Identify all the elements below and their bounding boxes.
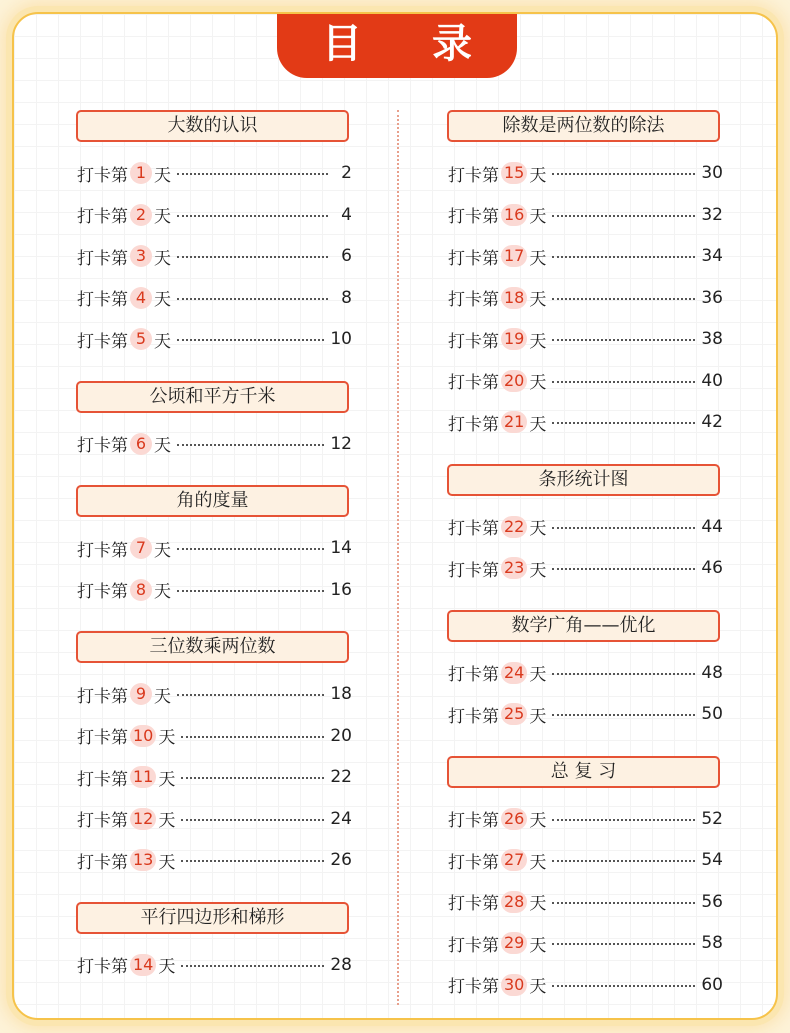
entry-suffix: 天 (529, 977, 547, 997)
entry-prefix: 打卡第 (448, 811, 499, 831)
page-number: 28 (330, 954, 352, 975)
entry-prefix: 打卡第 (77, 331, 128, 352)
entry-prefix: 打卡第 (77, 686, 128, 707)
day-number-badge: 17 (501, 245, 527, 267)
day-number-badge: 9 (130, 683, 152, 705)
toc-entry[interactable] (77, 806, 352, 832)
day-number-badge: 28 (501, 891, 527, 913)
toc-entry[interactable] (448, 160, 723, 186)
day-number-badge: 2 (130, 204, 152, 226)
day-number-badge: 15 (501, 162, 527, 184)
entry-suffix: 天 (529, 852, 547, 873)
section-header: 总 复 习 (447, 756, 720, 788)
toc-entry[interactable] (448, 368, 723, 394)
toc-entry[interactable] (77, 326, 352, 352)
day-number-badge: 14 (130, 954, 156, 976)
entry-prefix: 打卡第 (448, 665, 499, 685)
toc-entry[interactable] (448, 514, 723, 540)
toc-entry[interactable] (448, 409, 723, 435)
section-header: 条形统计图 (447, 464, 720, 496)
page-number: 46 (701, 558, 723, 578)
entry-suffix: 天 (158, 769, 176, 790)
day-number-badge: 30 (501, 974, 527, 996)
entry-prefix: 打卡第 (77, 540, 128, 561)
page-number: 56 (701, 891, 723, 912)
page-number: 40 (701, 370, 723, 391)
dot-leader (552, 860, 695, 862)
page-number: 18 (330, 684, 352, 704)
entry-prefix: 打卡第 (448, 977, 499, 997)
page-number: 20 (330, 725, 352, 746)
toc-entry[interactable] (448, 285, 723, 311)
entry-prefix: 打卡第 (77, 852, 128, 873)
page-number: 16 (330, 579, 352, 600)
entry-prefix: 打卡第 (448, 414, 499, 435)
dot-leader (181, 736, 324, 738)
dot-leader (552, 527, 695, 529)
toc-entry[interactable] (77, 243, 352, 269)
toc-entry[interactable] (448, 660, 723, 686)
day-number-badge: 19 (501, 328, 527, 350)
entry-suffix: 天 (154, 540, 171, 561)
dot-leader (552, 173, 695, 175)
day-number-badge: 18 (501, 287, 527, 309)
dot-leader (177, 339, 324, 341)
entry-suffix: 天 (529, 248, 547, 269)
dot-leader (177, 548, 324, 550)
day-number-badge: 11 (130, 766, 156, 788)
entry-suffix: 天 (154, 290, 171, 310)
day-number-badge: 8 (130, 579, 152, 601)
entry-suffix: 天 (529, 414, 547, 435)
entry-prefix: 打卡第 (448, 560, 499, 581)
entry-prefix: 打卡第 (77, 165, 128, 186)
dot-leader (552, 381, 695, 383)
entry-prefix: 打卡第 (77, 957, 128, 977)
page-number: 12 (330, 433, 352, 454)
section-header: 角的度量 (76, 485, 349, 517)
page-number: 4 (341, 204, 352, 225)
toc-entry[interactable] (448, 806, 723, 832)
page-number: 6 (341, 246, 352, 266)
day-number-badge: 6 (130, 433, 152, 455)
day-number-badge: 29 (501, 932, 527, 954)
dot-leader (552, 339, 695, 341)
entry-prefix: 打卡第 (77, 769, 128, 790)
entry-prefix: 打卡第 (448, 373, 499, 393)
page-number: 24 (330, 808, 352, 829)
toc-entry[interactable] (448, 555, 723, 581)
toc-entry[interactable] (448, 889, 723, 915)
page-number: 2 (341, 163, 352, 183)
toc-entry[interactable] (448, 202, 723, 228)
entry-suffix: 天 (529, 560, 547, 581)
day-number-badge: 22 (501, 516, 527, 538)
entry-suffix: 天 (158, 852, 176, 873)
page-number: 48 (701, 662, 723, 683)
entry-suffix: 天 (529, 207, 547, 227)
dot-leader (177, 173, 328, 175)
day-number-badge: 20 (501, 370, 527, 392)
dot-leader (177, 590, 324, 592)
entry-suffix: 天 (158, 811, 176, 831)
page-number: 54 (701, 850, 723, 870)
page-number: 52 (701, 808, 723, 829)
entry-prefix: 打卡第 (448, 248, 499, 269)
day-number-badge: 5 (130, 328, 152, 350)
entry-prefix: 打卡第 (448, 519, 499, 539)
toc-entry[interactable] (77, 764, 352, 790)
column-divider (397, 110, 399, 1005)
dot-leader (552, 902, 695, 904)
entry-prefix: 打卡第 (448, 165, 499, 186)
page-number: 30 (701, 163, 723, 183)
entry-suffix: 天 (158, 728, 176, 748)
day-number-badge: 24 (501, 662, 527, 684)
toc-entry[interactable] (77, 681, 352, 707)
section-header: 除数是两位数的除法 (447, 110, 720, 142)
entry-prefix: 打卡第 (77, 436, 128, 456)
dot-leader (177, 444, 324, 446)
entry-prefix: 打卡第 (77, 248, 128, 269)
entry-prefix: 打卡第 (448, 207, 499, 227)
dot-leader (552, 819, 695, 821)
entry-suffix: 天 (158, 957, 176, 977)
toc-entry[interactable] (448, 930, 723, 956)
page-number: 44 (701, 516, 723, 537)
page-number: 36 (701, 287, 723, 308)
page-title: 目 录 (277, 14, 517, 78)
day-number-badge: 1 (130, 162, 152, 184)
toc-entry[interactable] (77, 535, 352, 561)
dot-leader (552, 256, 695, 258)
entry-prefix: 打卡第 (77, 811, 128, 831)
day-number-badge: 10 (130, 725, 156, 747)
entry-suffix: 天 (529, 811, 547, 831)
toc-entry[interactable] (448, 326, 723, 352)
entry-suffix: 天 (529, 665, 547, 685)
dot-leader (177, 694, 324, 696)
entry-prefix: 打卡第 (77, 582, 128, 602)
page-number: 8 (341, 287, 352, 308)
dot-leader (552, 714, 695, 716)
toc-entry[interactable] (448, 701, 723, 727)
section-header: 公顷和平方千米 (76, 381, 349, 413)
dot-leader (181, 860, 324, 862)
dot-leader (181, 819, 324, 821)
entry-prefix: 打卡第 (448, 331, 499, 352)
toc-entry[interactable] (77, 952, 352, 978)
day-number-badge: 16 (501, 204, 527, 226)
entry-prefix: 打卡第 (448, 894, 499, 914)
day-number-badge: 7 (130, 537, 152, 559)
entry-suffix: 天 (529, 935, 547, 956)
entry-prefix: 打卡第 (77, 728, 128, 748)
day-number-badge: 23 (501, 557, 527, 579)
page-number: 26 (330, 850, 352, 870)
toc-page (12, 12, 778, 1020)
page-number: 42 (701, 412, 723, 432)
entry-suffix: 天 (154, 207, 171, 227)
toc-entry[interactable] (448, 243, 723, 269)
entry-suffix: 天 (529, 519, 547, 539)
day-number-badge: 4 (130, 287, 152, 309)
entry-prefix: 打卡第 (77, 290, 128, 310)
day-number-badge: 12 (130, 808, 156, 830)
toc-entry[interactable] (77, 285, 352, 311)
dot-leader (177, 215, 328, 217)
page-number: 32 (701, 204, 723, 225)
dot-leader (177, 256, 328, 258)
page-number: 14 (330, 538, 352, 558)
entry-suffix: 天 (529, 290, 547, 310)
entry-prefix: 打卡第 (448, 935, 499, 956)
page-number: 10 (330, 329, 352, 349)
page-number: 22 (330, 767, 352, 787)
toc-entry[interactable] (77, 160, 352, 186)
dot-leader (552, 298, 695, 300)
toc-entry[interactable] (77, 577, 352, 603)
entry-suffix: 天 (154, 165, 171, 186)
section-header: 平行四边形和梯形 (76, 902, 349, 934)
day-number-badge: 26 (501, 808, 527, 830)
dot-leader (552, 422, 695, 424)
section-header: 大数的认识 (76, 110, 349, 142)
dot-leader (552, 943, 695, 945)
day-number-badge: 27 (501, 849, 527, 871)
toc-entry[interactable] (448, 972, 723, 998)
dot-leader (552, 985, 695, 987)
page-number: 50 (701, 704, 723, 724)
entry-suffix: 天 (154, 331, 171, 352)
toc-entry[interactable] (77, 202, 352, 228)
day-number-badge: 13 (130, 849, 156, 871)
toc-entry[interactable] (77, 723, 352, 749)
page-number: 38 (701, 329, 723, 349)
section-header: 数学广角——优化 (447, 610, 720, 642)
entry-suffix: 天 (154, 582, 171, 602)
toc-entry[interactable] (77, 431, 352, 457)
entry-suffix: 天 (154, 436, 171, 456)
entry-suffix: 天 (154, 248, 171, 269)
page-number: 58 (701, 933, 723, 953)
section-header: 三位数乘两位数 (76, 631, 349, 663)
entry-suffix: 天 (529, 165, 547, 186)
entry-prefix: 打卡第 (448, 290, 499, 310)
entry-suffix: 天 (529, 706, 547, 727)
dot-leader (552, 673, 695, 675)
page-number: 34 (701, 246, 723, 266)
dot-leader (552, 215, 695, 217)
entry-suffix: 天 (529, 373, 547, 393)
entry-prefix: 打卡第 (77, 207, 128, 227)
dot-leader (552, 568, 695, 570)
day-number-badge: 25 (501, 703, 527, 725)
dot-leader (181, 777, 324, 779)
entry-suffix: 天 (154, 686, 171, 707)
toc-entry[interactable] (77, 847, 352, 873)
day-number-badge: 21 (501, 411, 527, 433)
page-number: 60 (701, 974, 723, 995)
day-number-badge: 3 (130, 245, 152, 267)
entry-prefix: 打卡第 (448, 852, 499, 873)
dot-leader (177, 298, 328, 300)
entry-suffix: 天 (529, 894, 547, 914)
dot-leader (181, 965, 324, 967)
toc-entry[interactable] (448, 847, 723, 873)
entry-prefix: 打卡第 (448, 706, 499, 727)
entry-suffix: 天 (529, 331, 547, 352)
